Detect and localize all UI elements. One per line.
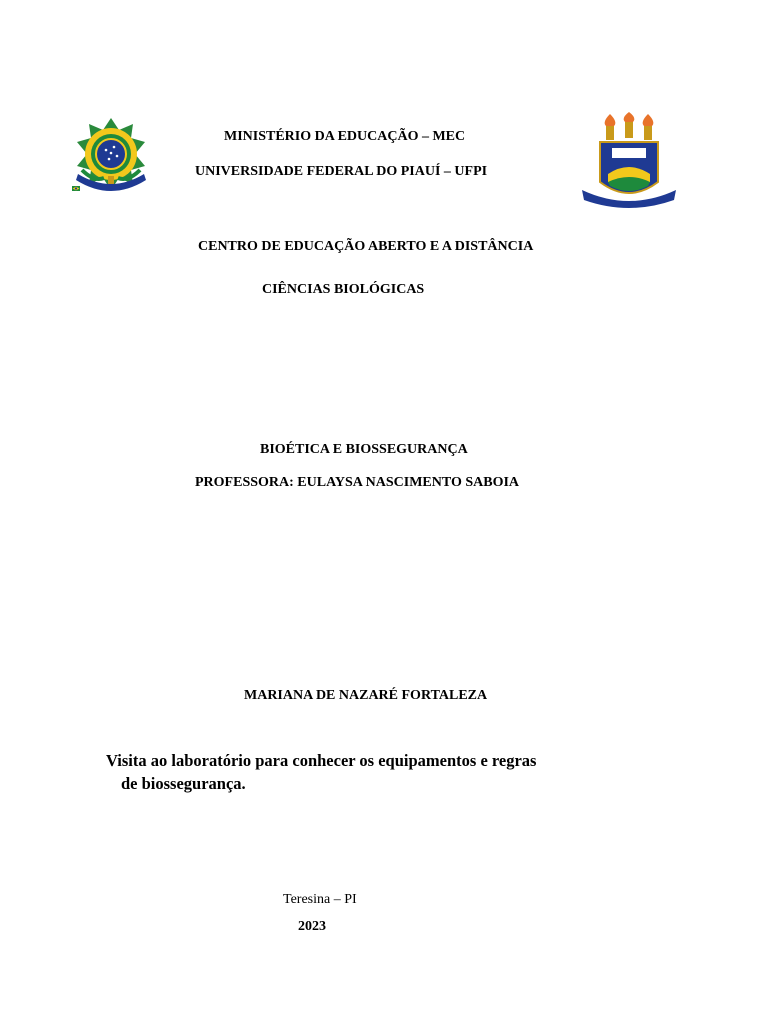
brazil-coat-of-arms-icon: [64, 112, 158, 200]
year-line: 2023: [298, 919, 326, 934]
ministry-heading: MINISTÉRIO DA EDUCAÇÃO – MEC: [224, 129, 466, 144]
university-heading: UNIVERSIDADE FEDERAL DO PIAUÍ – UFPI: [195, 164, 488, 179]
professor-line: PROFESSORA: EULAYSA NASCIMENTO SABOIA: [195, 475, 520, 490]
center-heading: CENTRO DE EDUCAÇÃO ABERTO E A DISTÂNCIA: [198, 239, 534, 254]
course-heading: CIÊNCIAS BIOLÓGICAS: [262, 282, 425, 297]
city-line: Teresina – PI: [283, 892, 357, 907]
ufpi-seal-icon: [578, 112, 680, 212]
discipline-heading: BIOÉTICA E BIOSSEGURANÇA: [260, 442, 468, 457]
author-name: MARIANA DE NAZARÉ FORTALEZA: [244, 688, 488, 703]
work-title-line-2: de biossegurança.: [121, 774, 246, 793]
work-title-line-1: Visita ao laboratório para conhecer os equipamentos e regras: [106, 751, 537, 770]
